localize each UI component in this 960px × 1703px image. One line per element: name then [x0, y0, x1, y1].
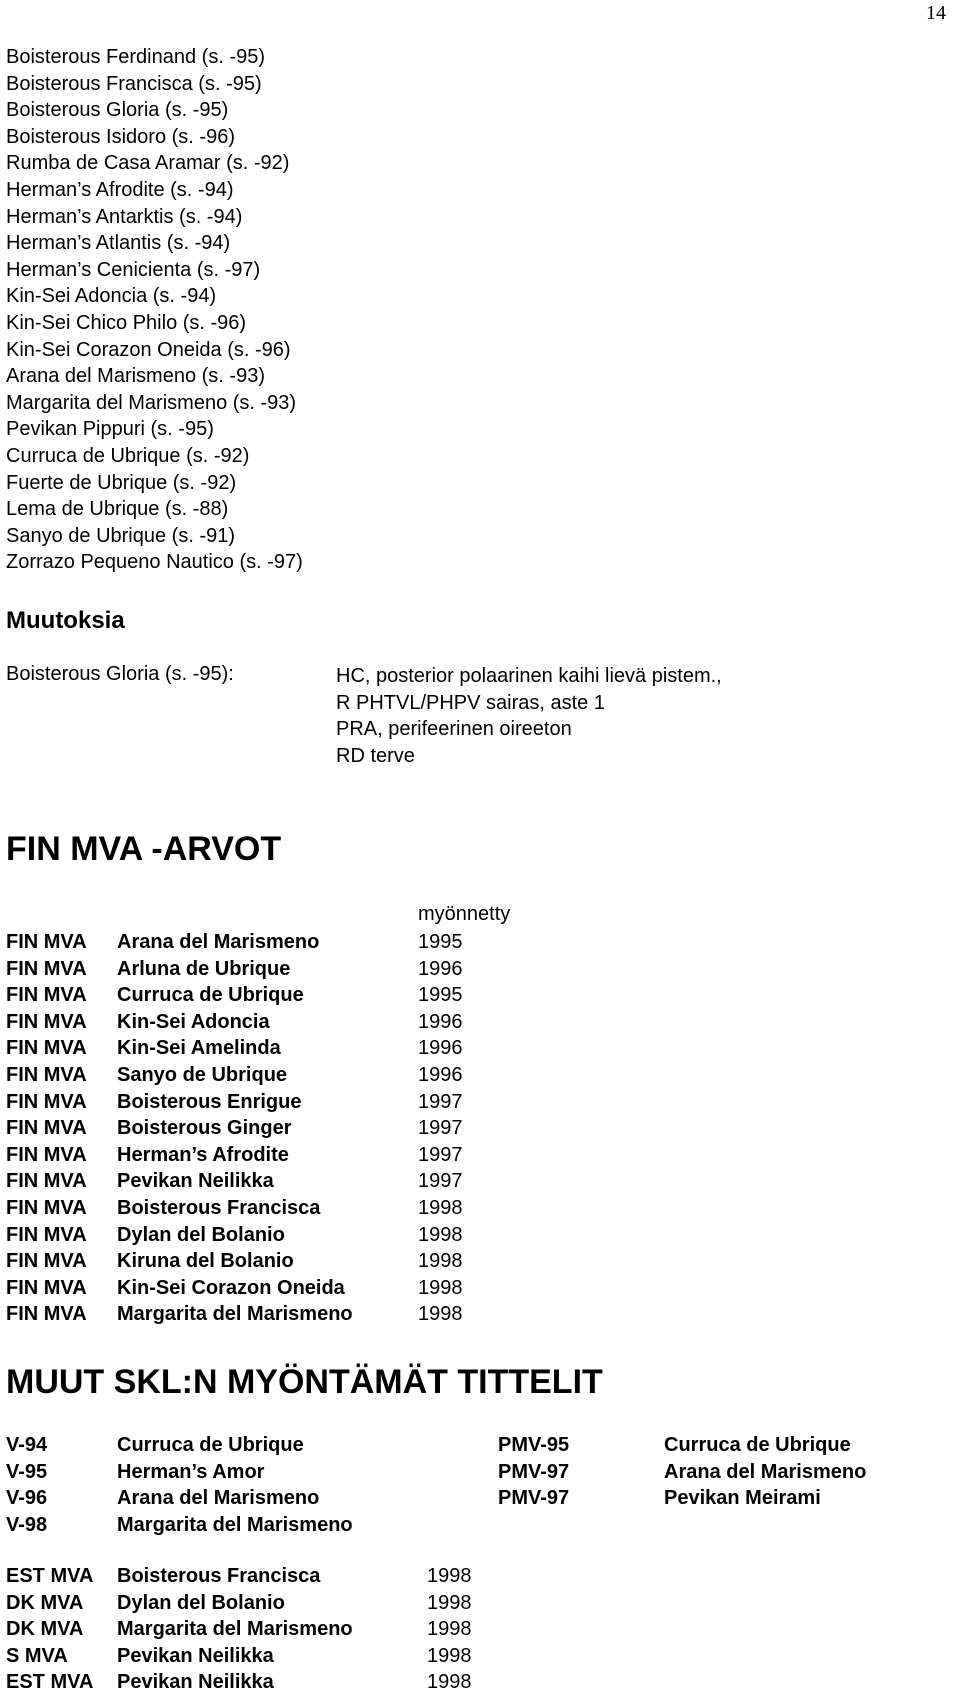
pmv-dog-cell: Curruca de Ubrique	[664, 1434, 851, 1456]
list-item: Zorrazo Pequeno Nautico (s. -97)	[6, 551, 303, 574]
dog-cell: Boisterous Francisca	[117, 1565, 321, 1587]
dog-cell: Curruca de Ubrique	[117, 984, 304, 1007]
title-cell: EST MVA	[6, 1565, 94, 1587]
list-item: Lema de Ubrique (s. -88)	[6, 498, 229, 521]
title-cell: FIN MVA	[6, 1010, 87, 1033]
year-cell: 1998	[418, 1276, 463, 1299]
year-cell: 1997	[418, 1143, 463, 1166]
title-cell: DK MVA	[6, 1618, 84, 1641]
year-cell: 1997	[418, 1170, 463, 1193]
list-item: Kin-Sei Corazon Oneida (s. -96)	[6, 338, 291, 361]
other-titles-table	[6, 1432, 946, 1538]
dog-cell: Pevikan Neilikka	[117, 1671, 274, 1694]
list-item: Boisterous Francisca (s. -95)	[6, 72, 262, 95]
table-row	[6, 1459, 946, 1486]
dog-list	[6, 44, 303, 576]
title-cell: EST MVA	[6, 1671, 94, 1694]
list-item: Arana del Marismeno (s. -93)	[6, 365, 265, 388]
v-dog-cell: Curruca de Ubrique	[117, 1434, 304, 1456]
year-cell: 1995	[418, 931, 463, 953]
year-cell: 1997	[418, 1117, 463, 1140]
v-dog-cell: Herman’s Amor	[117, 1460, 265, 1483]
dog-cell: Kin-Sei Adoncia	[117, 1010, 270, 1033]
page-number: 14	[926, 2, 946, 24]
table-row	[6, 1432, 946, 1459]
table-row	[6, 1485, 946, 1512]
year-cell: 1998	[427, 1565, 472, 1587]
year-cell: 1996	[418, 1010, 463, 1033]
year-cell: 1998	[427, 1591, 472, 1614]
title-cell: FIN MVA	[6, 1063, 87, 1086]
year-cell: 1998	[418, 1223, 463, 1246]
dog-cell: Boisterous Ginger	[117, 1117, 292, 1140]
list-item: Margarita del Marismeno (s. -93)	[6, 391, 297, 414]
title-cell: FIN MVA	[6, 1250, 87, 1273]
list-item: Herman’s Antarktis (s. -94)	[6, 205, 243, 228]
dog-cell: Boisterous Francisca	[117, 1196, 321, 1219]
year-cell: 1998	[427, 1644, 472, 1667]
fin-mva-heading: FIN MVA -ARVOT	[6, 830, 282, 868]
list-item: Kin-Sei Adoncia (s. -94)	[6, 285, 217, 308]
list-item: Rumba de Casa Aramar (s. -92)	[6, 152, 290, 175]
year-cell: 1996	[418, 1063, 463, 1086]
title-cell: FIN MVA	[6, 984, 87, 1007]
title-cell: FIN MVA	[6, 1090, 87, 1113]
year-cell: 1998	[427, 1671, 472, 1694]
list-item: Herman’s Atlantis (s. -94)	[6, 232, 231, 255]
dog-cell: Pevikan Neilikka	[117, 1170, 274, 1193]
title-cell: FIN MVA	[6, 1303, 87, 1326]
year-cell: 1998	[418, 1303, 463, 1326]
list-item: Boisterous Gloria (s. -95)	[6, 99, 229, 122]
year-cell: 1995	[418, 984, 463, 1007]
change-note: R PHTVL/PHPV sairas, aste 1	[336, 691, 605, 714]
title-cell: DK MVA	[6, 1591, 84, 1614]
pmv-title-cell: PMV-97	[498, 1460, 570, 1483]
v-dog-cell: Arana del Marismeno	[117, 1487, 320, 1510]
pmv-dog-cell: Arana del Marismeno	[664, 1460, 867, 1483]
title-cell: FIN MVA	[6, 1196, 87, 1219]
list-item: Boisterous Ferdinand (s. -95)	[6, 46, 266, 68]
list-item: Herman’s Afrodite (s. -94)	[6, 178, 234, 201]
title-cell: FIN MVA	[6, 1276, 87, 1299]
list-item: Kin-Sei Chico Philo (s. -96)	[6, 311, 247, 334]
pmv-dog-cell: Pevikan Meirami	[664, 1487, 821, 1510]
list-item: Fuerte de Ubrique (s. -92)	[6, 471, 237, 494]
title-cell: FIN MVA	[6, 957, 87, 980]
changes-heading: Muutoksia	[6, 607, 125, 634]
year-cell: 1996	[418, 1037, 463, 1060]
dog-cell: Kiruna del Bolanio	[117, 1250, 294, 1273]
dog-cell: Dylan del Bolanio	[117, 1223, 285, 1246]
pmv-title-cell: PMV-95	[498, 1434, 570, 1456]
change-note: PRA, perifeerinen oireeton	[336, 718, 572, 741]
year-cell: 1997	[418, 1090, 463, 1113]
dog-cell: Herman’s Afrodite	[117, 1143, 289, 1166]
list-item: Pevikan Pippuri (s. -95)	[6, 418, 214, 441]
list-item: Sanyo de Ubrique (s. -91)	[6, 524, 236, 547]
table-row	[6, 1512, 946, 1539]
dog-cell: Dylan del Bolanio	[117, 1591, 285, 1614]
change-note: HC, posterior polaarinen kaihi lievä pistem.,	[336, 665, 722, 687]
year-cell: 1998	[427, 1618, 472, 1641]
v-dog-cell: Margarita del Marismeno	[117, 1513, 353, 1536]
v-title-cell: V-96	[6, 1487, 48, 1510]
other-titles-heading: MUUT SKL:N MYÖNTÄMÄT TITTELIT	[6, 1363, 603, 1401]
change-dog-name: Boisterous Gloria (s. -95):	[6, 663, 234, 685]
change-note: RD terve	[336, 744, 415, 767]
list-item: Boisterous Isidoro (s. -96)	[6, 125, 235, 148]
dog-cell: Sanyo de Ubrique	[117, 1063, 288, 1086]
title-cell: FIN MVA	[6, 1037, 87, 1060]
title-cell: FIN MVA	[6, 1170, 87, 1193]
fin-mva-column-header: myönnetty	[418, 903, 511, 925]
title-cell: FIN MVA	[6, 1117, 87, 1140]
dog-cell: Arluna de Ubrique	[117, 957, 291, 980]
v-title-cell: V-94	[6, 1434, 48, 1456]
dog-cell: Kin-Sei Corazon Oneida	[117, 1276, 345, 1299]
list-item: Herman’s Cenicienta (s. -97)	[6, 258, 261, 281]
pmv-title-cell: PMV-97	[498, 1487, 570, 1510]
dog-cell: Margarita del Marismeno	[117, 1303, 353, 1326]
title-cell: FIN MVA	[6, 931, 87, 953]
title-cell: FIN MVA	[6, 1143, 87, 1166]
list-item: Curruca de Ubrique (s. -92)	[6, 444, 250, 467]
year-cell: 1998	[418, 1250, 463, 1273]
title-cell: S MVA	[6, 1644, 68, 1667]
v-title-cell: V-95	[6, 1460, 48, 1483]
v-title-cell: V-98	[6, 1513, 48, 1536]
dog-cell: Boisterous Enrigue	[117, 1090, 302, 1113]
dog-cell: Pevikan Neilikka	[117, 1644, 274, 1667]
change-notes	[336, 663, 722, 769]
dog-cell: Margarita del Marismeno	[117, 1618, 353, 1641]
year-cell: 1998	[418, 1196, 463, 1219]
dog-cell: Arana del Marismeno	[117, 931, 320, 953]
title-cell: FIN MVA	[6, 1223, 87, 1246]
year-cell: 1996	[418, 957, 463, 980]
dog-cell: Kin-Sei Amelinda	[117, 1037, 281, 1060]
